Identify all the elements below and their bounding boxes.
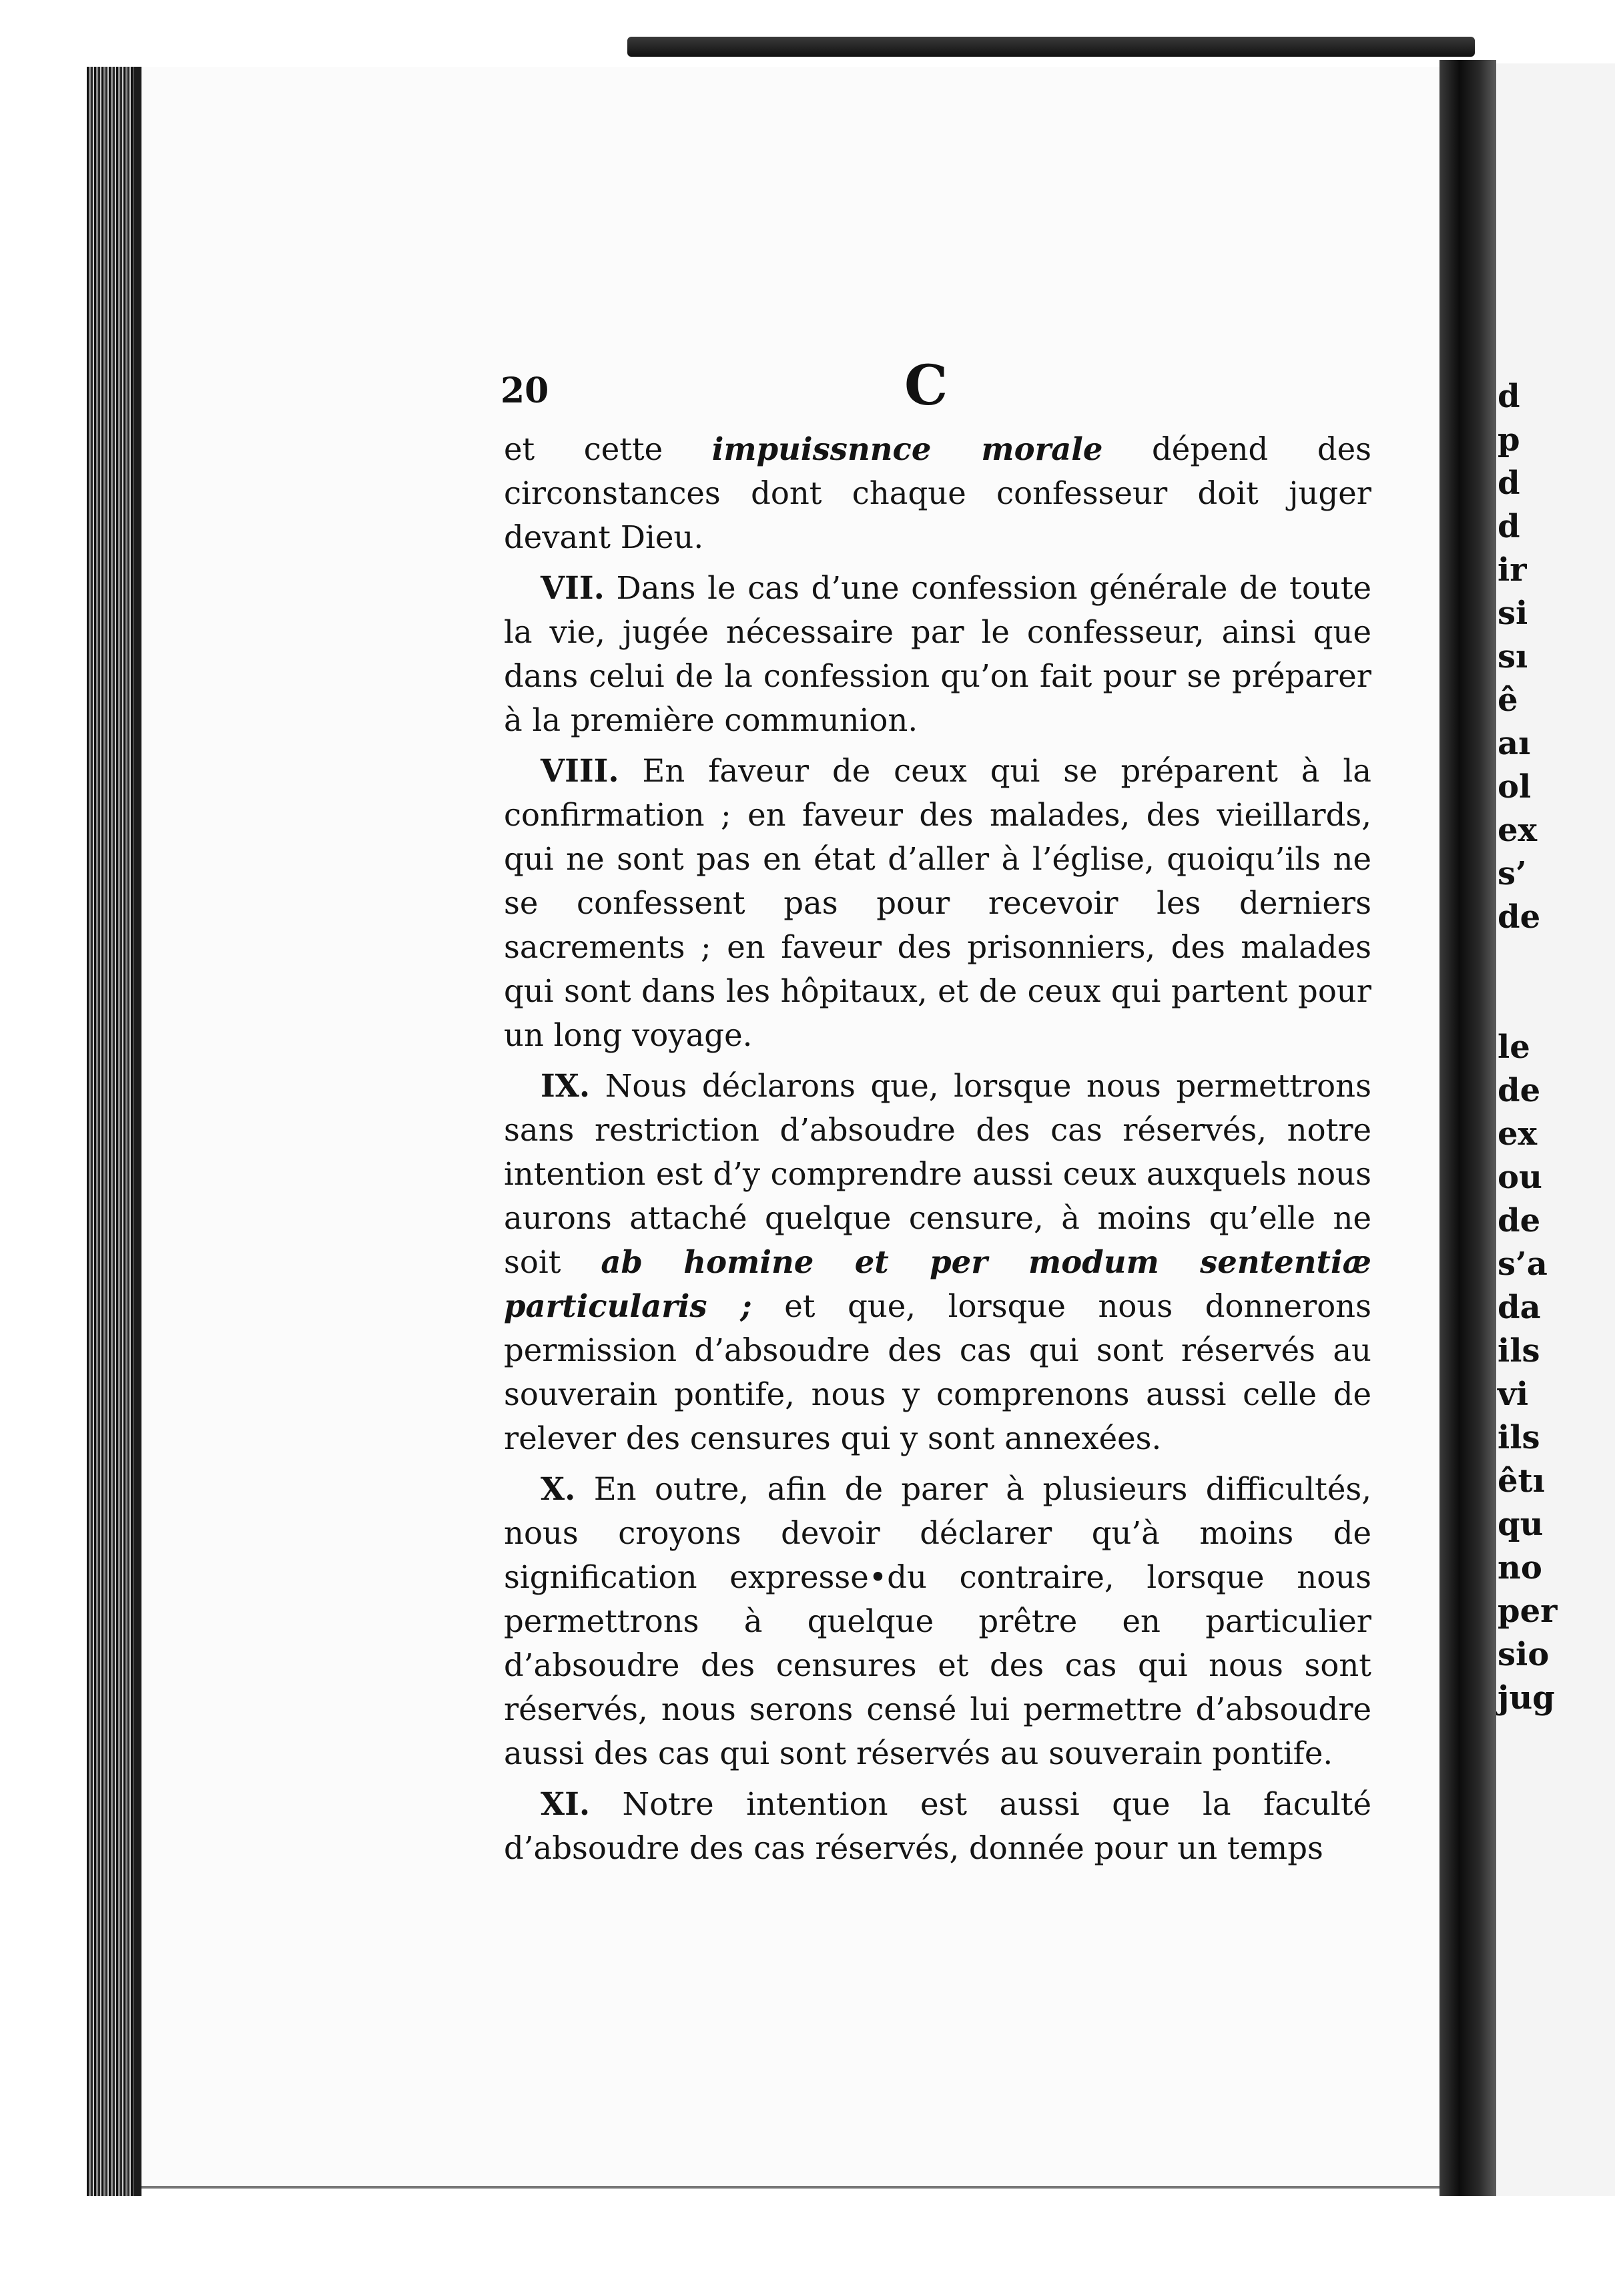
- italic-phrase: impuissnnce morale: [711, 431, 1103, 467]
- scan-top-shadow: [627, 37, 1475, 57]
- adjacent-page-fragment: ex: [1498, 812, 1538, 849]
- page-edge-shadow: [133, 67, 141, 2196]
- paragraph: [504, 1064, 1371, 1460]
- adjacent-page-fragment: aı: [1498, 725, 1531, 762]
- adjacent-page-fragment: ils: [1498, 1419, 1540, 1456]
- adjacent-page-fragment: de: [1498, 1072, 1541, 1109]
- adjacent-page-fragment: vi: [1498, 1376, 1529, 1413]
- paragraph-number: XI.: [541, 1785, 591, 1822]
- adjacent-page-fragment: de: [1498, 1202, 1541, 1239]
- paragraph-number: VIII.: [541, 752, 619, 789]
- adjacent-page-fragment: p: [1498, 421, 1520, 459]
- adjacent-page-fragment: le: [1498, 1029, 1530, 1066]
- text-run: Dans le cas d’une confession générale de toute la vie, jugée nécessaire par le confesseur, ainsi que dans celui de la confession qu’on fait pour se préparer à la première communion.: [504, 570, 1372, 738]
- italic-phrase: ab homine et per modum sententiæ particularis ;: [504, 1243, 1371, 1324]
- adjacent-page-fragment: jug: [1498, 1679, 1555, 1717]
- paragraph: [504, 427, 1371, 559]
- adjacent-page-fragment: s’a: [1498, 1245, 1548, 1283]
- page-edges-stack: [87, 67, 133, 2196]
- book-gutter: [1439, 60, 1496, 2196]
- adjacent-page-fragment: s’: [1498, 855, 1527, 892]
- adjacent-page-fragment: ol: [1498, 768, 1532, 806]
- adjacent-page-fragment: de: [1498, 898, 1541, 936]
- text-run: En outre, afin de parer à plusieurs difficultés, nous croyons devoir déclarer qu’à moins de signification expresse•du contraire, lorsque nous permettrons à quelque prêtre en particulier d’absoudre des censures et des cas qui nous sont réservés, nous serons censé lui permettre d’absoudre aussi des cas qui sont réservés au souverain pontife.: [504, 1471, 1371, 1771]
- adjacent-page-fragment: ils: [1498, 1332, 1540, 1370]
- adjacent-page-fragment: da: [1498, 1289, 1541, 1326]
- adjacent-page-fragment: sio: [1498, 1636, 1550, 1673]
- page-number: 20: [501, 370, 549, 411]
- paragraph: [504, 1467, 1371, 1775]
- adjacent-page-fragment: qu: [1498, 1506, 1544, 1543]
- adjacent-page-fragment: ex: [1498, 1115, 1538, 1153]
- adjacent-page-fragment: no: [1498, 1549, 1542, 1587]
- paragraph-number: IX.: [541, 1067, 591, 1104]
- adjacent-page: [1496, 63, 1615, 2196]
- adjacent-page-fragment: d: [1498, 465, 1520, 502]
- adjacent-page-fragment: êtı: [1498, 1462, 1545, 1500]
- text-run: Nous déclarons que, lorsque nous permettrons sans restriction d’absoudre des cas réservés, notre intention est d’y comprendre aussi ceux auxquels nous aurons attaché quelque censure, à moins qu’elle ne soit: [504, 1068, 1371, 1280]
- adjacent-page-fragment: d: [1498, 508, 1520, 545]
- adjacent-page-fragment: d: [1498, 378, 1520, 415]
- text-run: Notre intention est aussi que la faculté d’absoudre des cas réservés, donnée pour un temps: [504, 1786, 1371, 1866]
- text-run: En faveur de ceux qui se préparent à la confirmation ; en faveur des malades, des vieillards, qui ne sont pas en état d’aller à l’église, quoiqu’ils ne se confessent pas pour recevoir les derniers sacrements ; en faveur des prisonniers, des malades qui sont dans les hôpitaux, et de ceux qui partent pour un long voyage.: [504, 753, 1371, 1053]
- text-run: et que, lorsque nous donnerons permission d’absoudre des cas qui sont réservés au souverain pontife, nous y comprenons aussi celle de relever des censures qui y sont annexées.: [504, 1288, 1371, 1456]
- text-run: et cette: [504, 431, 712, 467]
- page-body: [504, 427, 1371, 1877]
- adjacent-page-fragment: per: [1498, 1593, 1558, 1630]
- paragraph-number: X.: [541, 1470, 576, 1507]
- paragraph: [504, 566, 1371, 742]
- adjacent-page-fragment: ou: [1498, 1159, 1542, 1196]
- paragraph: [504, 1782, 1371, 1870]
- adjacent-page-fragment: ê: [1498, 681, 1518, 719]
- running-head: C: [904, 354, 948, 418]
- adjacent-page-fragment: ir: [1498, 551, 1527, 589]
- adjacent-page-fragment: si: [1498, 595, 1528, 632]
- adjacent-page-fragment: sı: [1498, 638, 1528, 675]
- text-run: dépend des circonstances dont chaque confesseur doit juger devant Dieu.: [504, 431, 1371, 555]
- paragraph-number: VII.: [541, 569, 605, 606]
- paragraph: [504, 749, 1371, 1057]
